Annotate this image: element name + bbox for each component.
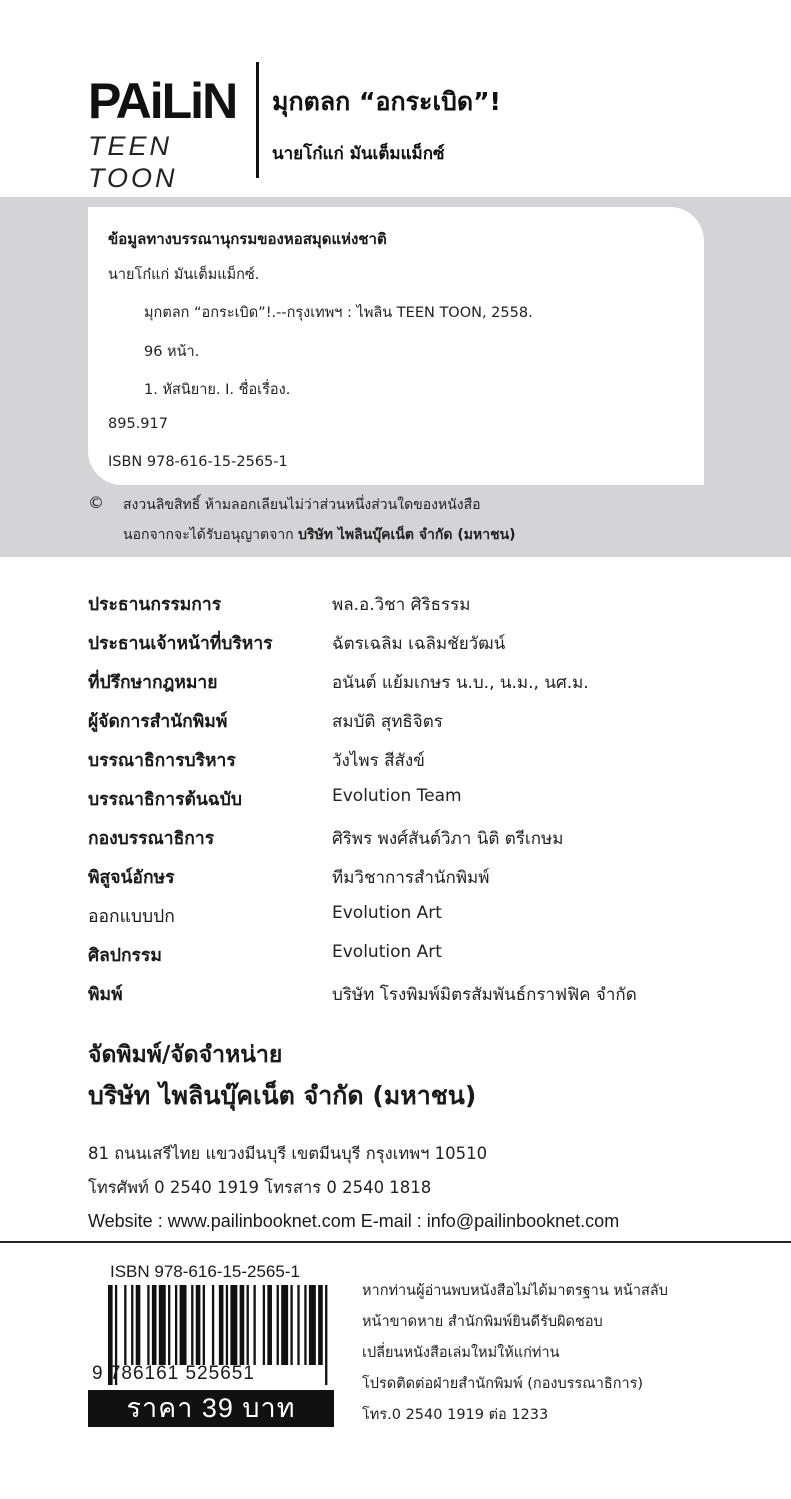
price-label: ราคา 39 บาท [88, 1390, 334, 1427]
cip-author: นายโก๋แก่ มันเต็มแม็กซ์. [108, 267, 260, 283]
quality-notice [362, 1276, 668, 1431]
staff-list [88, 590, 728, 1019]
copyright-icon: © [88, 493, 104, 512]
logo-sub-text: TEEN TOON [88, 131, 178, 193]
barcode-bar [147, 1285, 149, 1365]
barcode-bar [318, 1285, 323, 1365]
cip-title-line: มุกตลก “อกระเบิด”!.--กรุงเทพฯ : ไพลิน TEEN TOON, 2558. [144, 305, 533, 321]
staff-name: ศิริพร พงศ์สันต์วิภา นิติ ตรีเกษม [332, 829, 564, 849]
barcode-digits: 9 786161 525651 [92, 1363, 255, 1384]
barcode-bar [309, 1285, 316, 1365]
cip-pages: 96 หน้า. [144, 344, 200, 360]
barcode-bar [131, 1285, 133, 1365]
copyright-line-2-prefix: นอกจากจะได้รับอนุญาตจาก [123, 527, 299, 543]
staff-row [88, 707, 728, 746]
staff-role: บรรณาธิการต้นฉบับ [88, 790, 242, 810]
copyright-line-2 [123, 524, 516, 546]
staff-row [88, 863, 728, 902]
logo-main-text: PAiLiN [88, 73, 237, 129]
header-divider [256, 62, 259, 178]
barcode-bar [290, 1285, 292, 1365]
staff-name: ฉัตรเฉลิม เฉลิมชัยวัฒน์ [332, 634, 506, 654]
barcode-bar [124, 1285, 126, 1365]
publisher-heading: จัดพิมพ์/จัดจำหน่าย [88, 1042, 283, 1068]
staff-role: พิมพ์ [88, 985, 123, 1005]
staff-name: อนันต์ แย้มเกษร น.บ., น.ม., นศ.ม. [332, 673, 589, 693]
cip-isbn: ISBN 978-616-15-2565-1 [108, 454, 288, 470]
staff-role: ประธานเจ้าหน้าที่บริหาร [88, 634, 273, 654]
staff-row [88, 785, 728, 824]
cip-box [88, 207, 704, 485]
barcode-bar [297, 1285, 299, 1365]
barcode-bar [136, 1285, 141, 1365]
barcode-bar [159, 1285, 166, 1365]
barcode-bar [180, 1285, 187, 1365]
barcode-bar [247, 1285, 249, 1365]
staff-role: บรรณาธิการบริหาร [88, 751, 236, 771]
staff-row [88, 590, 728, 629]
barcode-bar [168, 1285, 170, 1365]
barcode-isbn: ISBN 978-616-15-2565-1 [110, 1262, 300, 1281]
barcode-bar [277, 1285, 279, 1365]
publisher-web: Website : www.pailinbooknet.com E-mail : info@pailinbooknet.com [88, 1211, 620, 1231]
barcode-bar [212, 1285, 214, 1365]
barcode-bar [325, 1285, 327, 1385]
staff-row [88, 941, 728, 980]
staff-role: ออกแบบปก [88, 907, 175, 927]
staff-name: Evolution Team [332, 786, 462, 806]
staff-name: วังไพร สีสังข์ [332, 751, 425, 771]
staff-role: พิสูจน์อักษร [88, 868, 175, 888]
staff-row [88, 980, 728, 1019]
barcode-bar [240, 1285, 245, 1365]
notice-line: เปลี่ยนหนังสือเล่มใหม่ให้แก่ท่าน [362, 1345, 560, 1361]
barcode-bar [226, 1285, 228, 1365]
book-author: นายโก๋แก่ มันเต็มแม็กซ์ [272, 144, 445, 164]
staff-role: ที่ปรึกษากฎหมาย [88, 673, 218, 693]
publisher-address: 81 ถนนเสรีไทย แขวงมีนบุรี เขตมีนบุรี กรุงเทพฯ 10510 [88, 1144, 488, 1163]
notice-line: หากท่านผู้อ่านพบหนังสือไม่ได้มาตรฐาน หน้าสลับ [362, 1283, 668, 1299]
copyright-company: บริษัท ไพลินบุ๊คเน็ต จำกัด (มหาชน) [298, 527, 516, 543]
notice-line: โปรดติดต่อฝ่ายสำนักพิมพ์ (กองบรรณาธิการ) [362, 1376, 644, 1392]
staff-name: สมบัติ สุทธิจิตร [332, 712, 443, 732]
staff-name: Evolution Art [332, 903, 442, 923]
barcode-bar [196, 1285, 201, 1365]
cip-heading: ข้อมูลทางบรรณานุกรมของหอสมุดแห่งชาติ [108, 230, 387, 248]
barcode-bar [281, 1285, 288, 1365]
cip-classification: 895.917 [108, 416, 168, 432]
notice-line: โทร.0 2540 1919 ต่อ 1233 [362, 1407, 549, 1423]
staff-row [88, 902, 728, 941]
publisher-company: บริษัท ไพลินบุ๊คเน็ต จำกัด (มหาชน) [88, 1081, 477, 1110]
staff-role: ประธานกรรมการ [88, 595, 222, 615]
staff-name: พล.อ.วิชา ศิริธรรม [332, 595, 471, 615]
barcode-bar [175, 1285, 177, 1365]
divider-rule [0, 1241, 791, 1243]
staff-row [88, 668, 728, 707]
barcode-bar [304, 1285, 306, 1365]
staff-name: Evolution Art [332, 942, 442, 962]
staff-row [88, 746, 728, 785]
cip-band [0, 197, 791, 557]
copyright-line-1: สงวนลิขสิทธิ์ ห้ามลอกเลียนไม่ว่าส่วนหนึ่งส่วนใดของหนังสือ [123, 497, 481, 513]
staff-row [88, 824, 728, 863]
staff-role: ผู้จัดการสำนักพิมพ์ [88, 712, 228, 732]
barcode-bar [253, 1285, 255, 1365]
publisher-info [88, 1035, 619, 1237]
barcode-bar [267, 1285, 272, 1365]
barcode-bar [191, 1285, 193, 1365]
header [0, 0, 791, 197]
staff-name: บริษัท โรงพิมพ์มิตรสัมพันธ์กราฟฟิค จำกัด [332, 985, 637, 1005]
notice-line: หน้าขาดหาย สำนักพิมพ์ยินดีรับผิดชอบ [362, 1314, 603, 1330]
barcode-bar [203, 1285, 205, 1365]
cip-subjects: 1. หัสนิยาย. I. ชื่อเรื่อง. [144, 382, 291, 398]
staff-role: ศิลปกรรม [88, 946, 162, 966]
book-title: มุกตลก “อกระเบิด”! [272, 87, 501, 116]
staff-role: กองบรรณาธิการ [88, 829, 215, 849]
barcode-bar [219, 1285, 224, 1365]
staff-row [88, 629, 728, 668]
staff-name: ทีมวิชาการสำนักพิมพ์ [332, 868, 490, 888]
barcode-bar [152, 1285, 157, 1365]
barcode-bar [230, 1285, 237, 1365]
publisher-phone: โทรศัพท์ 0 2540 1919 โทรสาร 0 2540 1818 [88, 1178, 432, 1197]
barcode-bar [263, 1285, 265, 1365]
publisher-logo [88, 74, 246, 194]
